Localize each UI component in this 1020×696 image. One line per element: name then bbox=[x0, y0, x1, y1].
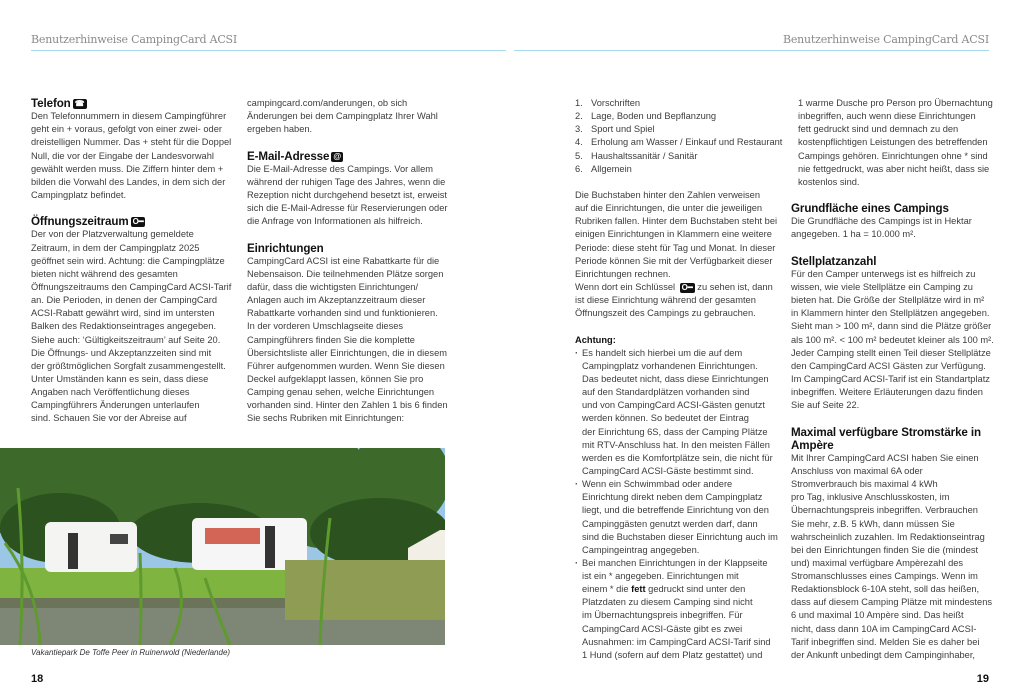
line-text: mit RTV-Anschluss hat. In den meisten Fällen bbox=[582, 439, 770, 450]
line-text: Öffnungszeitraums den CampingCard ACSI-Tarif bbox=[31, 281, 232, 292]
line-text: auf den Standardplätzen vorhanden sind bbox=[582, 387, 750, 398]
text-line bbox=[791, 136, 996, 149]
line-text: bilden die Vorwahl des Landes, in dem sich der bbox=[31, 176, 226, 187]
line-text: kostenlos sind. bbox=[798, 176, 860, 187]
line-text: dass auf diesem Camping Plätze mit mindestens bbox=[791, 597, 993, 608]
key-icon: O━ bbox=[681, 282, 693, 292]
text-line bbox=[791, 478, 996, 491]
text-line bbox=[31, 294, 246, 307]
line-text: Übersichtsliste aller Einrichtungen, die in diesem bbox=[247, 347, 447, 358]
text-line bbox=[575, 609, 790, 622]
text-line bbox=[575, 360, 790, 373]
text-line bbox=[575, 452, 790, 465]
line-text: Campingführers finden Sie die komplette bbox=[247, 334, 415, 345]
spacer bbox=[31, 202, 246, 215]
header-rule-right bbox=[514, 50, 989, 51]
text-line bbox=[791, 636, 996, 649]
text-line bbox=[575, 294, 790, 307]
photo-caption: Vakantiepark De Toffe Peer in Ruinerwold (Niederlande) bbox=[31, 648, 231, 657]
text-line bbox=[791, 399, 996, 412]
line-text: Redaktionsblock 6-10A steht, soll das heißen, bbox=[791, 584, 980, 595]
line-text: wahrscheinlich zuzahlen. Im Redaktionseintrag bbox=[791, 531, 985, 542]
page-number-left: 18 bbox=[31, 673, 44, 685]
section-heading bbox=[791, 439, 996, 452]
text-line bbox=[247, 268, 462, 281]
line-text: Im CampingCard ACSI-Tarif ist ein Standartplatz bbox=[791, 373, 990, 384]
list-item bbox=[575, 136, 790, 149]
line-text: Sie mehr, z.B. 5 kWh, dann müssen Sie bbox=[791, 518, 955, 529]
line-text: Mit Ihrer CampingCard ACSI haben Sie einen bbox=[791, 452, 979, 463]
list-number: 1. bbox=[575, 98, 583, 108]
text-line bbox=[247, 176, 462, 189]
text-line bbox=[575, 649, 790, 662]
text-line bbox=[575, 242, 790, 255]
text-line bbox=[575, 570, 790, 583]
line-text: fett gedruckt sind und demnach zu den bbox=[798, 124, 959, 135]
spacer bbox=[791, 412, 996, 425]
note-heading bbox=[575, 334, 790, 347]
line-text: inbegriffen. Weitere Erläuterungen dazu finden bbox=[791, 387, 983, 398]
spacer bbox=[575, 320, 790, 333]
line-text: 6 und maximal 10 Ampère sind. Das heißt bbox=[791, 610, 964, 621]
phone-icon: ☎ bbox=[74, 98, 85, 108]
text-line bbox=[247, 97, 462, 110]
line-text: pro Tag, inklusive Anschlusskosten, im bbox=[791, 492, 950, 503]
text-line bbox=[575, 228, 790, 241]
list-number: 3. bbox=[575, 124, 583, 135]
line-text: Periode können Sie mit der Verfügbarkeit dieser bbox=[575, 255, 773, 266]
text-line bbox=[247, 320, 462, 333]
line-text: campingcard.com/anderungen, ob sich bbox=[247, 98, 408, 108]
text-line bbox=[247, 189, 462, 202]
line-text: Siehe auch: ‘Gültigkeitszeitraum’ auf Seite 20. bbox=[31, 334, 221, 345]
spacer bbox=[247, 228, 462, 241]
text-line bbox=[791, 281, 996, 294]
text-line bbox=[575, 583, 790, 596]
right-page-column-1 bbox=[575, 97, 790, 662]
line-text: Übernachtungspreis inbegriffen. Verbrauchen bbox=[791, 505, 978, 516]
line-text: Platzdaten zu diesem Camping sind nicht bbox=[582, 597, 753, 608]
text-line bbox=[791, 649, 996, 662]
line-text: Sieht man > 100 m², dann sind die Plätze größer bbox=[791, 321, 992, 332]
text-line bbox=[575, 189, 790, 202]
spacer bbox=[247, 136, 462, 149]
line-text: Balken des Redaktionseintrages angegeben. bbox=[31, 321, 217, 332]
line-text: werden es die Komfortplätze sein, die nicht für bbox=[582, 452, 773, 463]
section-heading bbox=[791, 202, 996, 215]
text-line bbox=[247, 281, 462, 294]
text-line bbox=[247, 334, 462, 347]
text-line bbox=[31, 399, 246, 412]
text-line bbox=[575, 373, 790, 386]
list-number: 4. bbox=[575, 137, 583, 148]
line-text: Rabattkarte vorhanden sind und funktionieren. bbox=[247, 308, 438, 319]
text-line bbox=[31, 373, 246, 386]
line-text: Sport und Spiel bbox=[591, 124, 655, 135]
line-text: Wenn ein Schwimmbad oder andere bbox=[582, 479, 733, 490]
text-line bbox=[31, 360, 246, 373]
text-line bbox=[31, 347, 246, 360]
line-text: CampingCard ACSI-Gäste gibt es zwei bbox=[582, 623, 743, 634]
line-text: Stellplatzanzahl bbox=[791, 254, 877, 268]
text-line bbox=[791, 97, 996, 110]
line-text: bieten nicht während des gesamten bbox=[31, 268, 178, 279]
line-text: Zeitraum, in dem der Campingplatz 2025 bbox=[31, 242, 200, 253]
line-text: Deckel aufgeklappt lassen, können Sie pro bbox=[247, 373, 424, 384]
list-item bbox=[575, 97, 790, 110]
campsite-photo bbox=[0, 448, 445, 645]
text-line bbox=[791, 386, 996, 399]
text-line bbox=[247, 215, 462, 228]
text-line bbox=[791, 334, 996, 347]
text-line bbox=[575, 426, 790, 439]
text-line bbox=[791, 504, 996, 517]
text-line bbox=[791, 544, 996, 557]
line-text: E-Mail-Adresse bbox=[247, 149, 330, 163]
bullet-item bbox=[575, 557, 790, 570]
right-page-column-2 bbox=[791, 97, 996, 662]
text-line bbox=[247, 386, 462, 399]
header-rule-left bbox=[31, 50, 506, 51]
line-text: Campingplatz vorhandenen Einrichtungen. bbox=[582, 360, 758, 371]
text-line bbox=[31, 189, 246, 202]
line-text: geht ein + voraus, gefolgt von einer zwei- oder bbox=[31, 124, 222, 135]
text-line bbox=[31, 281, 246, 294]
text-line bbox=[791, 531, 996, 544]
running-header-left: Benutzerhinweise CampingCard ACSI bbox=[31, 33, 238, 46]
line-text: sich die E-Mail-Adresse für Reservierungen oder bbox=[247, 203, 448, 214]
line-text: gewählt werden muss. Die Ziffern hinter dem + bbox=[31, 163, 224, 174]
section-heading bbox=[247, 242, 462, 255]
line-text: Einrichtungen rechnen. bbox=[575, 268, 671, 279]
text-line bbox=[31, 176, 246, 189]
text-line bbox=[31, 412, 246, 425]
text-line bbox=[575, 255, 790, 268]
line-text: an. Die Perioden, in denen der CampingCard bbox=[31, 295, 218, 306]
text-line bbox=[575, 623, 790, 636]
line-text: Telefon bbox=[31, 97, 71, 110]
text-line bbox=[791, 123, 996, 136]
text-line bbox=[247, 399, 462, 412]
line-text: Anschluss von maximal 6A oder bbox=[791, 465, 923, 476]
line-text: Campingplatz befindet. bbox=[31, 189, 127, 200]
text-line bbox=[575, 504, 790, 517]
list-item bbox=[575, 110, 790, 123]
text-line bbox=[31, 386, 246, 399]
line-text: einem * die bbox=[582, 584, 632, 595]
text-line bbox=[791, 452, 996, 465]
line-text: Die Grundfläche des Campings ist in Hektar bbox=[791, 216, 972, 227]
text-line bbox=[575, 399, 790, 412]
line-text: geöffnet sein wird. Achtung: die Campingplätze bbox=[31, 255, 225, 266]
text-line bbox=[247, 307, 462, 320]
text-line bbox=[575, 412, 790, 425]
line-text: Campings gehören. Einrichtungen ohne * sind bbox=[798, 150, 988, 161]
text-line bbox=[575, 386, 790, 399]
text-line bbox=[31, 110, 246, 123]
text-line bbox=[791, 623, 996, 636]
line-text: Öffnungszeit des Campings zu gebrauchen. bbox=[575, 308, 756, 319]
text-line bbox=[791, 609, 996, 622]
line-text: Änderungen bei dem Campingplatz Ihrer Wahl bbox=[247, 111, 438, 122]
line-text: Periode: diese steht für Tag und Monat. In dieser bbox=[575, 242, 776, 253]
text-line bbox=[791, 307, 996, 320]
line-text: Wenn dort ein Schlüssel bbox=[575, 281, 678, 292]
line-text: auf die Einrichtungen, die unter die jeweiligen bbox=[575, 203, 763, 214]
text-line bbox=[247, 255, 462, 268]
email-icon: @ bbox=[333, 151, 342, 161]
line-text: nie fettgedruckt, was aber nicht heißt, dass sie bbox=[798, 163, 990, 174]
line-text: Campingeintrag angegeben. bbox=[582, 544, 700, 555]
line-text: Vorschriften bbox=[591, 98, 641, 108]
line-text: während der ruhigen Tage des Jahres, wenn die bbox=[247, 176, 446, 187]
text-line bbox=[575, 596, 790, 609]
text-line bbox=[31, 150, 246, 163]
line-text: liegt, und die betreffende Einrichtung von den bbox=[582, 505, 769, 516]
section-heading bbox=[31, 215, 246, 228]
section-heading bbox=[791, 426, 996, 439]
text-line bbox=[791, 163, 996, 176]
text-line bbox=[247, 110, 462, 123]
line-text: einigen Einrichtungen in Klammern eine weitere bbox=[575, 229, 772, 240]
line-text: Erholung am Wasser / Einkauf und Restaurant bbox=[591, 137, 783, 148]
line-text: Ampère bbox=[791, 438, 834, 452]
text-line bbox=[247, 163, 462, 176]
text-line bbox=[575, 491, 790, 504]
line-text: gedruckt sind unter den bbox=[645, 584, 746, 595]
line-text: Jeder Camping stellt einen Teil dieser Stellplätze bbox=[791, 347, 991, 358]
line-text: im Übernachtungspreis inbegriffen. Für bbox=[582, 610, 743, 621]
line-text: angegeben. 1 ha = 10.000 m². bbox=[791, 229, 916, 240]
line-text: Grundfläche eines Campings bbox=[791, 202, 949, 216]
key-icon: O━ bbox=[132, 217, 144, 227]
line-text: Der von der Platzverwaltung gemeldete bbox=[31, 229, 194, 240]
text-line bbox=[791, 583, 996, 596]
text-line bbox=[247, 123, 462, 136]
line-text: Es handelt sich hierbei um die auf dem bbox=[582, 347, 743, 358]
line-text: wissen, wie viele Stellplätze ein Camping zu bbox=[791, 281, 973, 292]
line-text: Einrichtung direkt neben dem Campingplatz bbox=[582, 492, 763, 503]
line-text: kostenpflichtigen Leistungen des betreffenden bbox=[798, 137, 988, 148]
text-line bbox=[575, 307, 790, 320]
line-text: Sie sechs Rubriken mit Einrichtungen: bbox=[247, 413, 405, 424]
line-text: Den Telefonnummern in diesem Campingführer bbox=[31, 111, 227, 122]
text-line bbox=[575, 531, 790, 544]
line-text: Stromverbrauch bis maximal 4 kWh bbox=[791, 479, 938, 490]
line-text: der größtmöglichen Sorgfalt zusammengestellt. bbox=[31, 360, 226, 371]
list-item bbox=[575, 150, 790, 163]
text-line bbox=[575, 518, 790, 531]
list-item bbox=[575, 123, 790, 136]
text-line bbox=[31, 163, 246, 176]
text-line bbox=[791, 150, 996, 163]
line-text: ergeben haben. bbox=[247, 124, 313, 135]
spacer bbox=[791, 189, 996, 202]
line-text: ist diese Einrichtung während der gesamten bbox=[575, 295, 756, 306]
text-line bbox=[247, 294, 462, 307]
line-text: der Einrichtung 6S, dass der Camping Plätze bbox=[582, 426, 768, 437]
line-text: In der vorderen Umschlagseite dieses bbox=[247, 321, 404, 332]
text-line bbox=[31, 123, 246, 136]
text-line bbox=[791, 176, 996, 189]
text-line bbox=[575, 439, 790, 452]
line-text: CampingCard ACSI ist eine Rabattkarte für die bbox=[247, 255, 440, 266]
text-line bbox=[575, 281, 790, 294]
bold-text: fett bbox=[631, 584, 646, 595]
text-line bbox=[575, 202, 790, 215]
line-text: vorhanden sind. Hinter den Zahlen 1 bis 6 finden bbox=[247, 400, 448, 411]
line-text: Haushaltssanitär / Sanitär bbox=[591, 150, 698, 161]
list-item bbox=[575, 163, 790, 176]
line-text: Die Buchstaben hinter den Zahlen verweisen bbox=[575, 189, 761, 200]
text-line bbox=[31, 307, 246, 320]
text-line bbox=[575, 268, 790, 281]
line-text: Allgemein bbox=[591, 163, 632, 174]
line-text: und von CampingCard ACSI-Gästen genutzt bbox=[582, 400, 765, 411]
section-heading bbox=[31, 97, 246, 110]
line-text: dreistelligen Nummer. Das + steht für die Doppel bbox=[31, 137, 232, 148]
line-text: ACSI-Rabatt gewährt wird, sind im untersten bbox=[31, 308, 215, 319]
text-line bbox=[31, 255, 246, 268]
line-text: Anlagen auch im Akzeptanzzeitraum dieser bbox=[247, 295, 426, 306]
spacer bbox=[791, 242, 996, 255]
line-text: Das bedeutet nicht, dass diese Einrichtungen bbox=[582, 373, 769, 384]
line-text: nicht, dass dann 10A im CampingCard ACSI- bbox=[791, 623, 977, 634]
text-line bbox=[31, 242, 246, 255]
line-text: sind die Buchstaben dieser Einrichtung auch im bbox=[582, 531, 778, 542]
text-line bbox=[31, 228, 246, 241]
line-text: Führer aufgenommen wurden. Wenn Sie diesen bbox=[247, 360, 445, 371]
list-number: 5. bbox=[575, 150, 583, 161]
line-text: Einrichtungen bbox=[247, 241, 324, 255]
text-line bbox=[247, 202, 462, 215]
line-text: Die Öffnungs- und Akzeptanzzeiten sind mit bbox=[31, 347, 212, 358]
line-text: Ausnahmen: im CampingCard ACSI-Tarif sind bbox=[582, 636, 771, 647]
line-text: sind. Schauen Sie vor der Abreise auf bbox=[31, 413, 187, 424]
line-text: CampingCard ACSI-Gäste bestimmt sind. bbox=[582, 465, 754, 476]
text-line bbox=[791, 360, 996, 373]
line-text: und) maximal verfügbare Ampèrezahl des bbox=[791, 557, 964, 568]
list-number: 2. bbox=[575, 111, 583, 122]
text-line bbox=[31, 136, 246, 149]
text-line bbox=[791, 228, 996, 241]
line-text: 1 Hund (sofern auf dem Platz gestattet) und bbox=[582, 649, 763, 660]
text-line bbox=[791, 596, 996, 609]
text-line bbox=[247, 347, 462, 360]
text-line bbox=[791, 320, 996, 333]
text-line bbox=[31, 320, 246, 333]
line-text: zu sehen ist, dann bbox=[694, 281, 773, 292]
line-text: als 100 m². < 100 m² bedeutet kleiner als 100 m². bbox=[791, 334, 994, 345]
line-text: Camping genau sehen, welche Einrichtungen bbox=[247, 387, 435, 398]
text-line bbox=[791, 570, 996, 583]
text-line bbox=[791, 465, 996, 478]
left-page-column-2 bbox=[247, 97, 462, 426]
line-text: Rezeption nicht durchgehend besetzt ist, erweist bbox=[247, 189, 447, 200]
text-line bbox=[247, 373, 462, 386]
line-text: den CampingCard ACSI Gästen zur Verfügung. bbox=[791, 360, 986, 371]
text-line bbox=[31, 268, 246, 281]
spacer bbox=[575, 176, 790, 189]
line-text: Null, die vor der Eingabe der Landesvorwahl bbox=[31, 150, 214, 161]
text-line bbox=[791, 518, 996, 531]
text-line bbox=[247, 412, 462, 425]
text-line bbox=[791, 347, 996, 360]
line-text: dafür, dass die wichtigsten Einrichtungen/ bbox=[247, 281, 419, 292]
line-text: Campinggästen genutzt werden darf, dann bbox=[582, 518, 758, 529]
text-line bbox=[575, 465, 790, 478]
line-text: Unter Umständen kann es sein, dass diese bbox=[31, 373, 209, 384]
line-text: in Klammern hinter den Stellplätzen angegeben. bbox=[791, 308, 990, 319]
section-heading bbox=[791, 255, 996, 268]
line-text: ist ein * angegeben. Einrichtungen mit bbox=[582, 571, 739, 582]
bullet-item bbox=[575, 478, 790, 491]
running-header-right: Benutzerhinweise CampingCard ACSI bbox=[782, 33, 989, 46]
line-text: Öffnungszeitraum bbox=[31, 215, 129, 229]
line-text: bei den Einrichtungen finden Sie die (mindest bbox=[791, 544, 979, 555]
text-line bbox=[791, 491, 996, 504]
text-line bbox=[247, 360, 462, 373]
section-heading bbox=[247, 150, 462, 163]
list-number: 6. bbox=[575, 163, 583, 174]
line-text: Achtung: bbox=[575, 334, 616, 345]
text-line bbox=[791, 294, 996, 307]
line-text: Sie auf Seite 22. bbox=[791, 400, 860, 411]
line-text: Die E-Mail-Adresse des Campings. Vor allem bbox=[247, 163, 434, 174]
text-line bbox=[575, 215, 790, 228]
line-text: bieten hat. Die Größe der Stellplätze wird in m² bbox=[791, 295, 985, 306]
text-line bbox=[791, 557, 996, 570]
line-text: Rubriken fallen. Hinter dem Buchstaben steht bei bbox=[575, 216, 778, 227]
line-text: 1 warme Dusche pro Person pro Übernachtung bbox=[798, 98, 993, 108]
line-text: Für den Camper unterwegs ist es hilfreich zu bbox=[791, 268, 976, 279]
text-line bbox=[31, 334, 246, 347]
text-line bbox=[575, 544, 790, 557]
line-text: werden können. So bedeutet der Eintrag bbox=[582, 413, 749, 424]
text-line bbox=[575, 636, 790, 649]
line-text: Lage, Boden und Bepflanzung bbox=[591, 111, 717, 122]
line-text: inbegriffen, auch wenn diese Einrichtungen bbox=[798, 111, 976, 122]
line-text: Nebensaison. Die teilnehmenden Plätze sorgen bbox=[247, 268, 444, 279]
text-line bbox=[791, 373, 996, 386]
line-text: Tarif inbegriffen sind. Melden Sie es daher bei bbox=[791, 636, 980, 647]
line-text: Maximal verfügbare Stromstärke in bbox=[791, 425, 982, 439]
bullet-item bbox=[575, 347, 790, 360]
line-text: die Anfrage von Informationen als hilfreich. bbox=[247, 216, 423, 227]
line-text: Stromanschlusses eines Campings. Wenn im bbox=[791, 571, 978, 582]
text-line bbox=[791, 268, 996, 281]
text-line bbox=[791, 215, 996, 228]
text-line bbox=[791, 110, 996, 123]
left-page-column-1 bbox=[31, 97, 246, 426]
line-text: der Ankunft unbedingt dem Campinginhaber, bbox=[791, 649, 975, 660]
page-number-right: 19 bbox=[976, 673, 989, 685]
line-text: Campingführers Änderungen unterlaufen bbox=[31, 400, 200, 411]
line-text: Angaben nach Veröffentlichung dieses bbox=[31, 387, 190, 398]
line-text: Bei manchen Einrichtungen in der Klappseite bbox=[582, 557, 768, 568]
